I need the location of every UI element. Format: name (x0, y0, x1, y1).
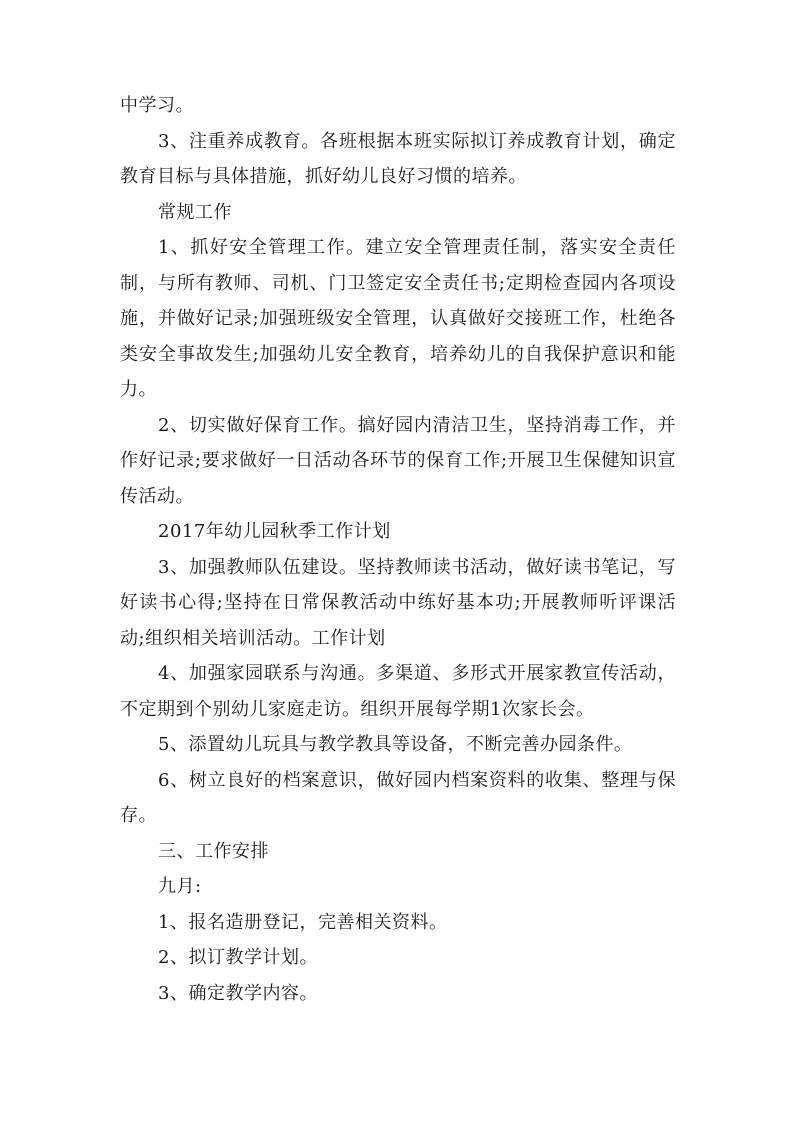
section-heading-routine-work: 常规工作 (158, 201, 232, 223)
document-body (120, 88, 676, 1011)
paragraph-teacher-team: 3、加强教师队伍建设。坚持教师读书活动，做好读书笔记，写好读书心得;坚持在日常保教活动中练好基本功;开展教师听评课活动;组织相关培训活动。工作计划 (120, 556, 676, 649)
list-item-teaching-plan: 2、拟订教学计划。 (158, 947, 318, 968)
paragraph-archives: 6、树立良好的档案意识，做好园内档案资料的收集、整理与保存。 (120, 769, 676, 826)
list-item-registration: 1、报名造册登记，完善相关资料。 (158, 911, 448, 933)
section-heading-work-schedule: 三、工作安排 (158, 840, 269, 862)
paragraph-continuation: 中学习。 (120, 95, 194, 116)
paragraph-home-school: 4、加强家园联系与沟通。多渠道、多形式开展家教宣传活动，不定期到个别幼儿家庭走访。组织开展每学期1次家长会。 (120, 663, 676, 720)
paragraph-safety-management: 1、抓好安全管理工作。建立安全管理责任制，落实安全责任制，与所有教师、司机、门卫签定安全责任书;定期检查园内各项设施，并做好记录;加强班级安全管理，认真做好交接班工作，杜绝各类安全事故发生;加强幼儿安全教育，培养幼儿的自我保护意识和能力。 (120, 237, 676, 400)
paragraph-habit-education: 3、注重养成教育。各班根据本班实际拟订养成教育计划，确定教育目标与具体措施，抓好幼儿良好习惯的培养。 (120, 130, 676, 187)
paragraph-childcare-work: 2、切实做好保育工作。搞好园内清洁卫生，坚持消毒工作，并作好记录;要求做好一日活动各环节的保育工作;开展卫生保健知识宣传活动。 (120, 414, 676, 507)
inline-title: 2017年幼儿园秋季工作计划 (158, 521, 391, 542)
list-item-teaching-content: 3、确定教学内容。 (158, 982, 318, 1004)
month-heading-september: 九月: (158, 876, 202, 897)
paragraph-equipment: 5、添置幼儿玩具与教学教具等设备，不断完善办园条件。 (158, 734, 633, 755)
